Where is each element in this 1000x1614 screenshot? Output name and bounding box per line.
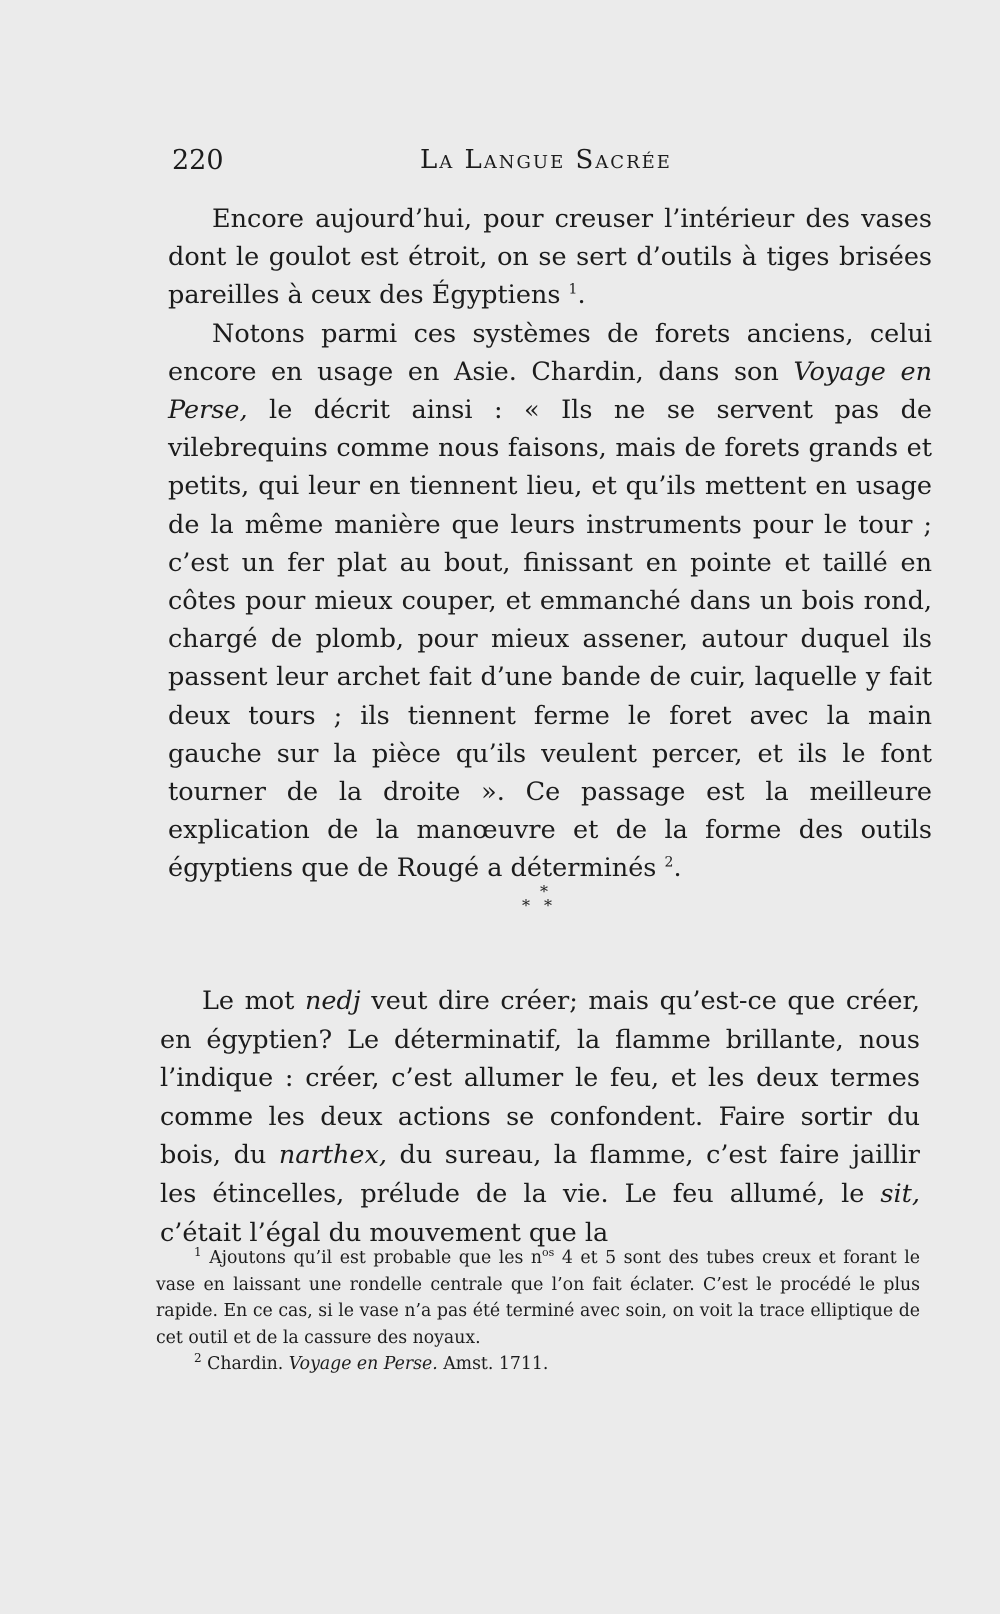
text-run: le décrit ainsi : « Ils ne se servent pas de vilebrequins comme nous faisons, mais de forets grands et petits, qui leur en tiennent lieu, et qu’ils mettent en usage de la même manière que leurs instruments pour le tour ; c’est un fer plat au bout, finissant en pointe et taillé en côtes pour mieux couper, et emmanché dans un bois rond, chargé de plomb, pour mieux assener, autour duquel ils passent leur archet fait d’une bande de cuir, laquelle y fait deux tours ; ils tiennent ferme le foret avec la main gauche sur la pièce qu’ils veulent percer, et ils le font tourner de la droite ». Ce passage est la meilleure explication de la manœuvre et de la forme des outils égyptiens que de Rougé a déterminés [168, 395, 932, 884]
section-break-asterism [0, 882, 1000, 915]
text-run: Notons parmi ces systèmes de forets anciens, celui encore en usage en Asie. Chardin, dans son [168, 318, 932, 387]
footnotes [156, 1245, 920, 1378]
section-text [160, 982, 920, 1252]
footnote-reference: 2 [664, 854, 674, 871]
running-title: La Langue Sacrée [420, 145, 672, 175]
text-run: c’était l’égal du mouvement que la [160, 1217, 609, 1248]
asterism-star: * [540, 882, 548, 901]
asterism-star: * [522, 896, 544, 915]
text-run: Ajoutons qu’il est probable que les n [209, 1248, 543, 1268]
asterism-star: * [544, 896, 566, 915]
text-run: Amst. 1711. [437, 1354, 549, 1374]
asterism-stars [88, 896, 1000, 915]
italic-title: Voyage en Perse. [288, 1354, 438, 1374]
text-run: 4 et 5 sont des tubes creux et forant le vase en laissant une rondelle centrale que l’on fait éclater. C’est le procédé le plus rapide. En ce cas, si le vase n’a pas été terminé avec soin, on voit la trace elliptique de cet outil et de la cassure des noyaux. [156, 1248, 920, 1348]
page-number: 220 [172, 145, 224, 176]
footnote-number: 2 [194, 1351, 202, 1366]
text-run: . [673, 853, 682, 884]
text-run: Chardin. [207, 1354, 289, 1374]
paragraph [160, 982, 920, 1252]
text-run: veut dire créer; mais qu’est-ce que créer, en égyptien? Le déterminatif, la flamme brillante, nous l’indique : créer, c’est allumer le feu, et les deux termes comme les deux actions se confondent. Faire sortir du bois, du [160, 986, 920, 1171]
text-run: Encore aujourd’hui, pour creuser l’intérieur des vases dont le goulot est étroit, on se sert d’outils à tiges brisées pareilles à ceux des Égyptiens [168, 204, 932, 311]
italic-title: Voyage en Perse, [168, 356, 932, 426]
text-run: du sureau, la flamme, c’est faire jaillir les étincelles, prélude de la vie. Le feu allumé, le [160, 1140, 920, 1209]
footnote [156, 1245, 920, 1351]
italic-word: nedj [304, 986, 361, 1016]
paragraph [168, 200, 932, 315]
text-run: . [577, 280, 586, 311]
superscript: os [542, 1246, 555, 1260]
footnote-number: 1 [194, 1245, 202, 1260]
text-run: Le mot [202, 986, 305, 1016]
running-head [172, 143, 932, 183]
main-text [168, 200, 932, 888]
paragraph [168, 315, 932, 888]
italic-word: sit, [880, 1178, 920, 1209]
footnote-reference: 1 [568, 281, 578, 298]
italic-word: narthex, [278, 1140, 387, 1171]
footnote [156, 1351, 920, 1378]
